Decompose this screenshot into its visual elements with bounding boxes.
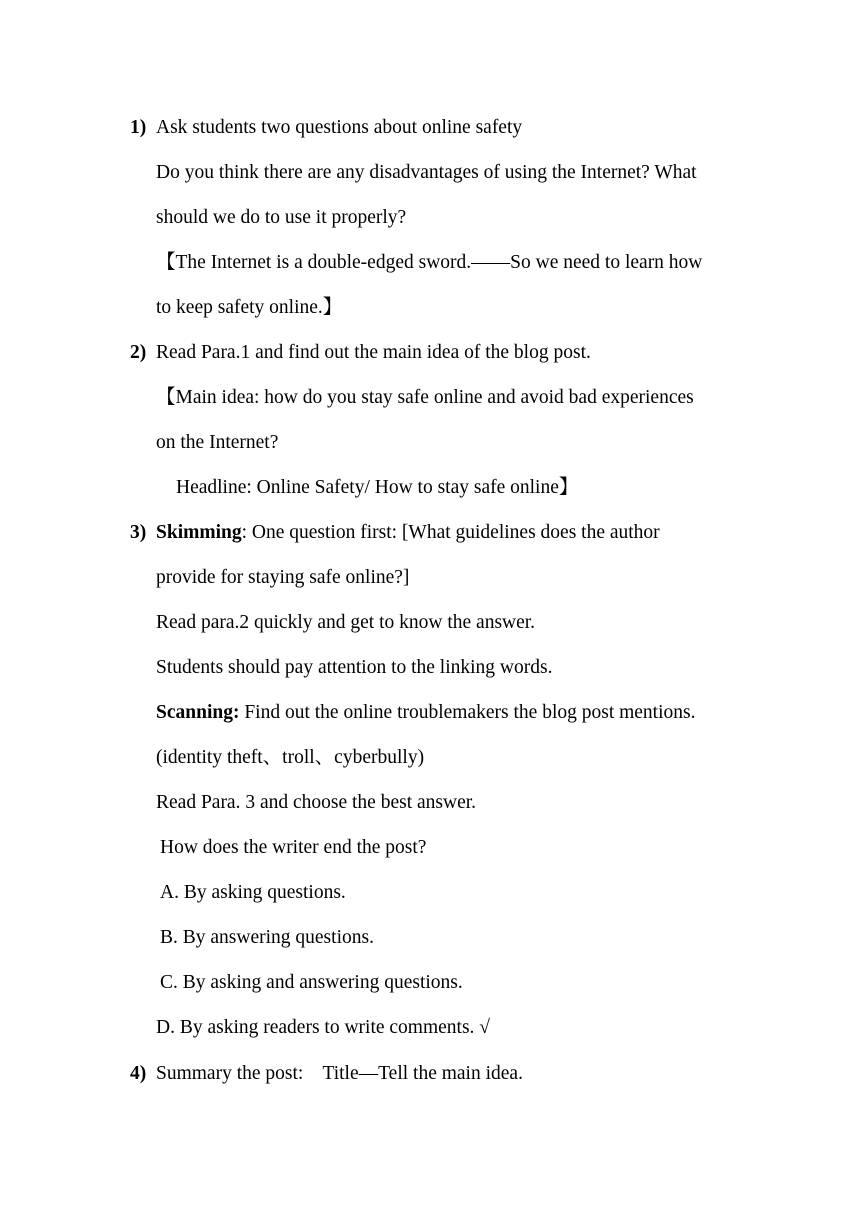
item-3-line-3: Students should pay attention to the linking words.	[156, 657, 553, 678]
item-2-line-1: Read Para.1 and find out the main idea of the blog post.	[156, 342, 591, 363]
item-3-question: How does the writer end the post?	[160, 837, 427, 858]
item-number-4: 4)	[130, 1063, 147, 1084]
skimming-text: : One question first: [What guidelines does the author	[241, 522, 660, 543]
item-2-line-4: Headline: Online Safety/ How to stay safe online】	[176, 477, 579, 498]
scanning-label: Scanning:	[156, 702, 240, 723]
item-3-more-line-2: Read Para. 3 and choose the best answer.	[156, 792, 477, 813]
item-number-2: 2)	[130, 342, 147, 363]
item-1-line-3: should we do to use it properly?	[156, 207, 407, 228]
item-3-line-2: Read para.2 quickly and get to know the answer.	[156, 612, 536, 633]
item-3-line-1: provide for staying safe online?]	[156, 567, 410, 588]
item-1-line-5: to keep safety online.】	[156, 297, 343, 318]
option-a: A. By asking questions.	[160, 882, 346, 903]
option-d: D. By asking readers to write comments. √	[156, 1017, 491, 1038]
item-3-scanning-line	[156, 701, 696, 725]
item-3-more-line-1: (identity theft、troll、cyberbully)	[156, 747, 425, 768]
item-1-line-1: Ask students two questions about online safety	[156, 117, 523, 138]
option-c: C. By asking and answering questions.	[160, 972, 463, 993]
item-4-line-1: Summary the post: Title—Tell the main idea.	[156, 1063, 523, 1084]
skimming-label: Skimming	[156, 522, 242, 543]
item-number-1: 1)	[130, 117, 147, 138]
item-3-skimming-line	[156, 521, 660, 545]
scanning-text: Find out the online troublemakers the blog post mentions.	[239, 702, 696, 723]
item-1-line-2: Do you think there are any disadvantages of using the Internet? What	[156, 162, 697, 183]
item-2-line-2: 【Main idea: how do you stay safe online and avoid bad experiences	[156, 387, 694, 408]
option-b: B. By answering questions.	[160, 927, 374, 948]
item-1-line-4: 【The Internet is a double-edged sword.——So we need to learn how	[156, 252, 703, 273]
item-number-3: 3)	[130, 522, 147, 543]
item-2-line-3: on the Internet?	[156, 432, 279, 453]
